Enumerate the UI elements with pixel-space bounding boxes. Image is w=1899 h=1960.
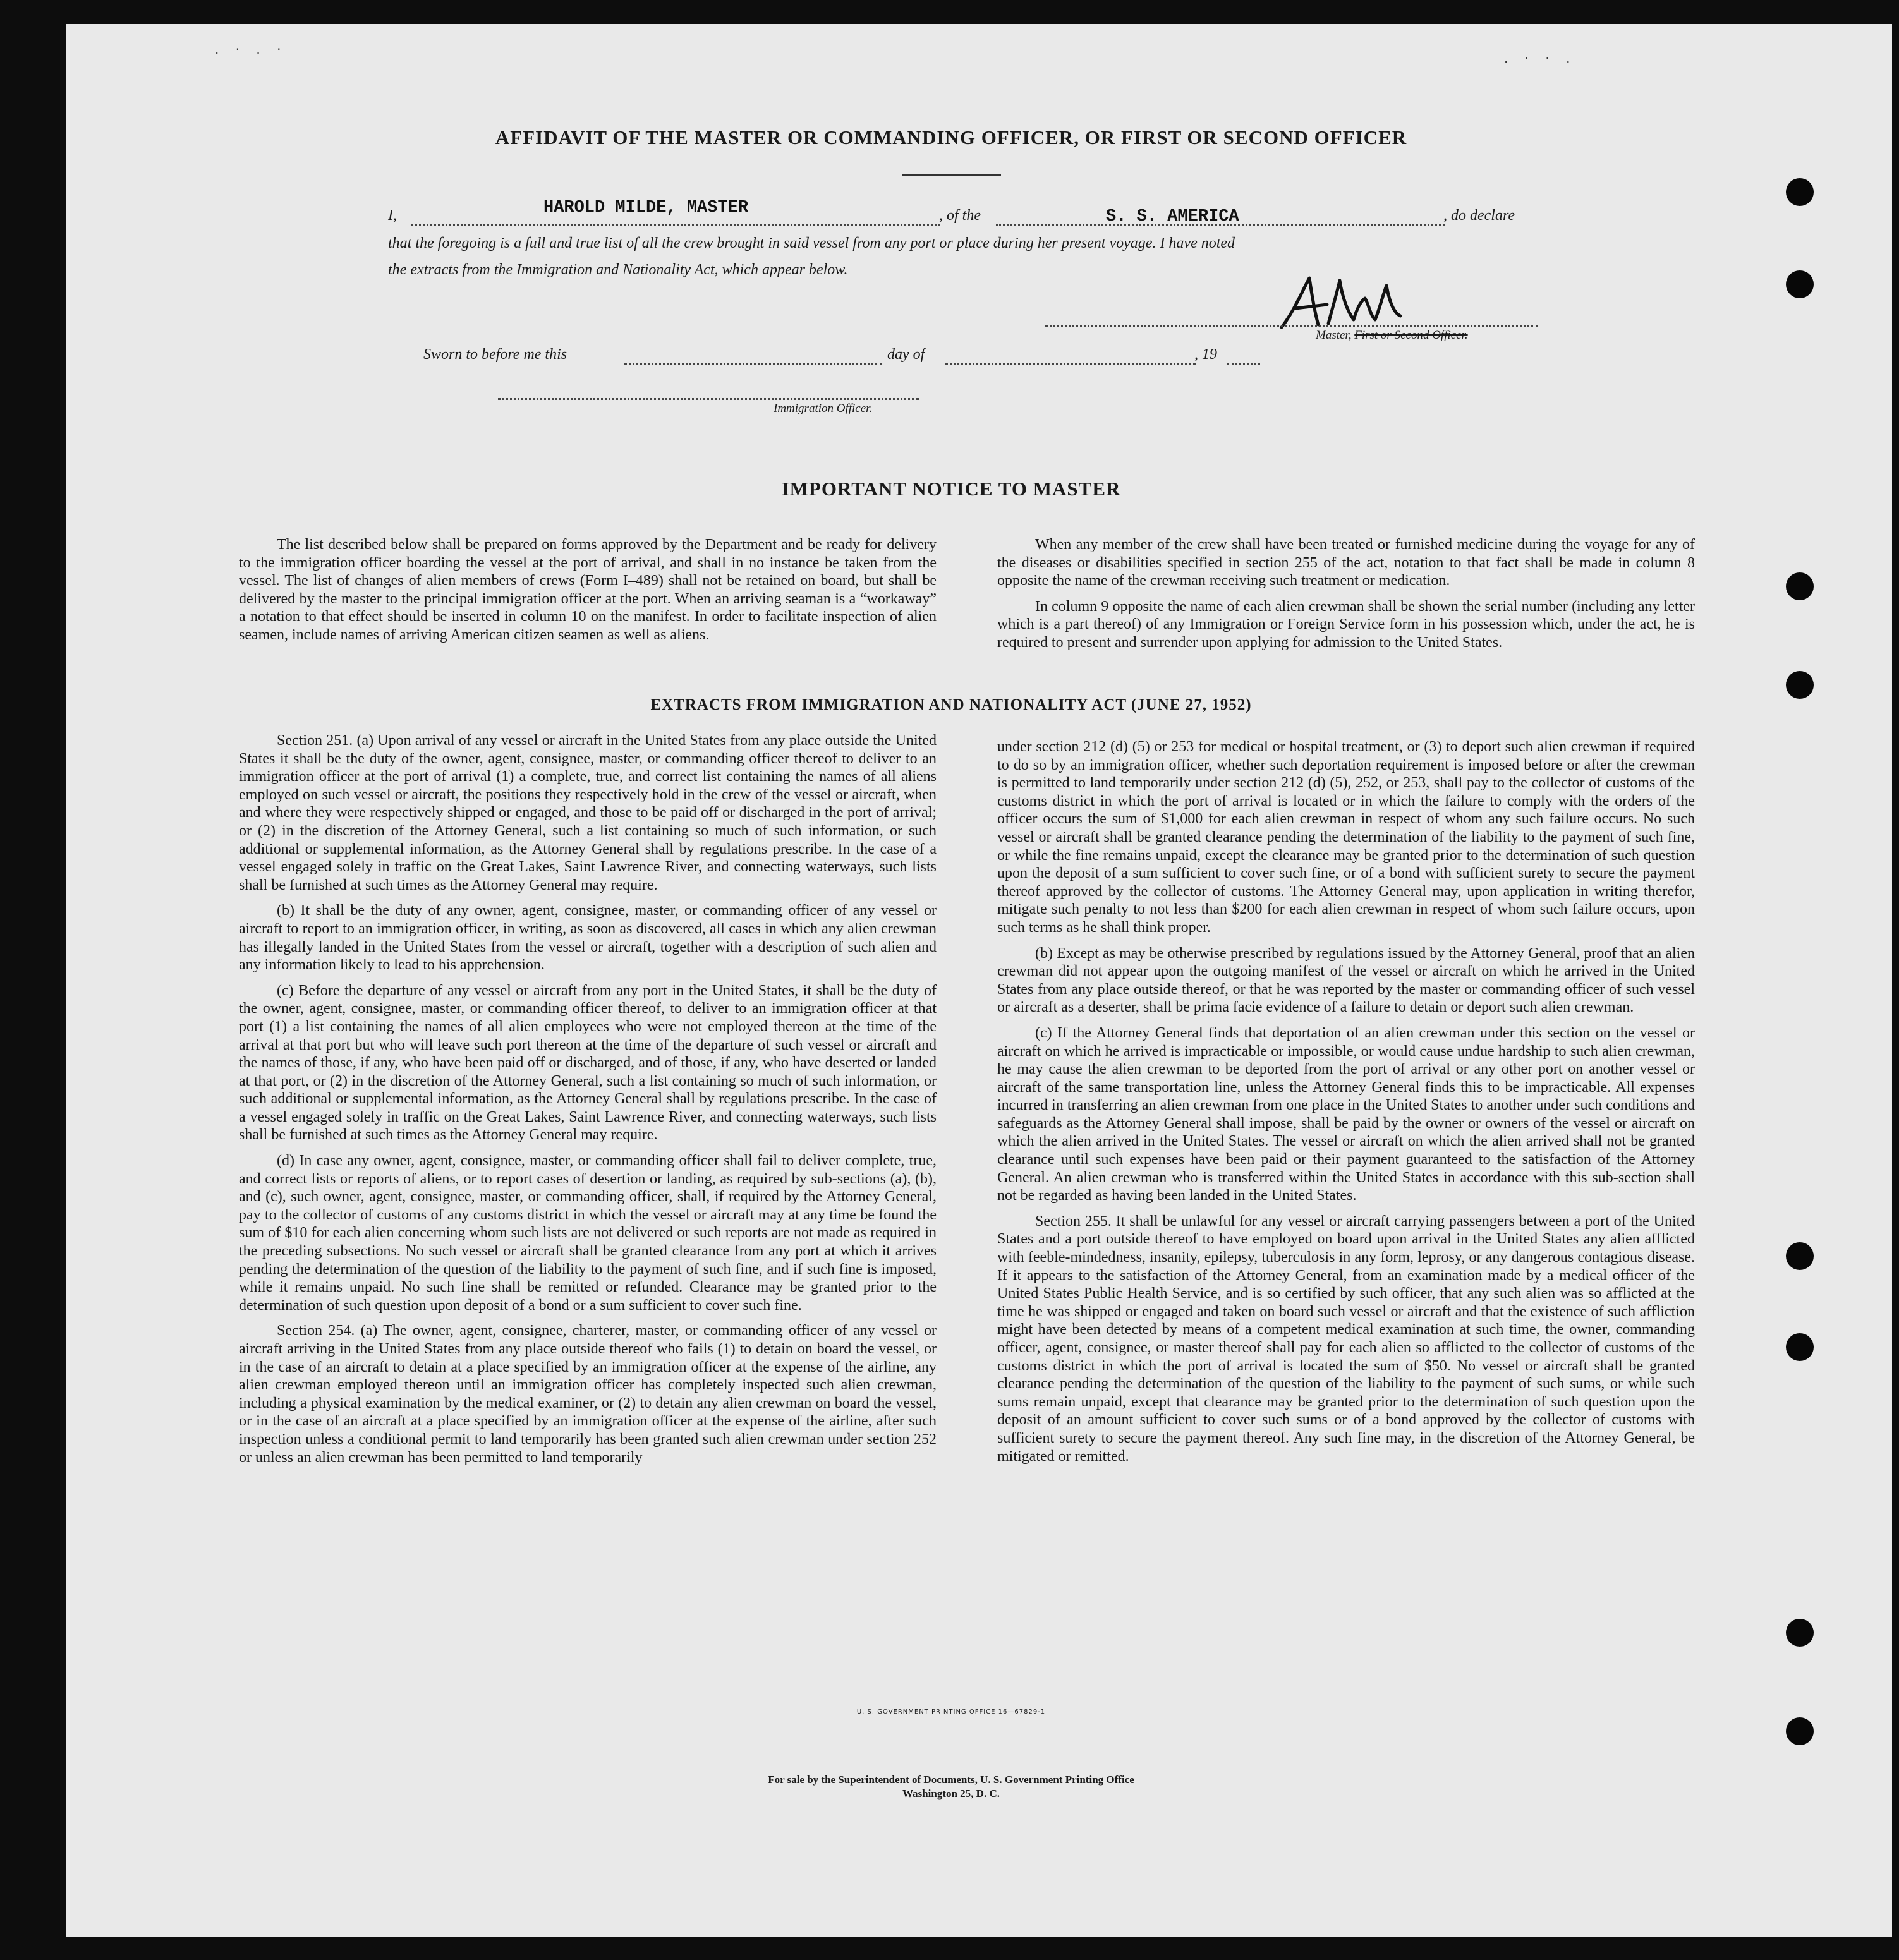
notice-paragraph: The list described below shall be prepared on forms approved by the Department and be ready for delivery to the immigration officer boarding the vessel at the port of arrival, and shall in no instance be taken from the vessel. The list of changes of alien members of crews (Form I–489) shall not be retained on board, but shall be delivered by the master to the principal immigration officer at the port. When an arriving seaman is a “workaway” a notation to that effect should be inserted in column 10 on the manifest. In order to facilitate inspection of alien seamen, include names of arriving American citizen seamen as well as aliens. bbox=[239, 536, 937, 643]
extract-paragraph: under section 212 (d) (5) or 253 for medical or hospital treatment, or (3) to deport such alien crewman if required to do so by an immigration officer, whether such deportation requirement is imposed before or after the crewman is permitted to land temporarily under section 212 (d) (5), 252, or 253, shall pay to the collector of customs of the customs district in which the port of arrival is located or in which the failure to comply with the orders of the officer occurs the sum of $1,000 for each alien crewman in respect of whom any such failure occurs. No such vessel or aircraft shall be granted clearance pending the determination of the liability to the payment of such fine, or while the fine remains unpaid, except the clearance may be granted prior to the determination of such question upon the deposit of a sum sufficient to cover such fine, or of a bond with sufficient surety to secure the payment thereof approved by the collector of customs. The Attorney General may, upon application in writing therefor, mitigate such penalty to not less than $200 for each alien crewman in respect of whom such failure occurs, upon such terms as he shall think proper. bbox=[997, 739, 1695, 936]
extract-paragraph: Section 255. It shall be unlawful for any vessel or aircraft carrying passengers between a port of the United States and a port outside thereof to have employed on board upon arrival in the United States any alien afflicted with feeble-mindedness, insanity, epilepsy, tuberculosis in any form, leprosy, or any dangerous contagious disease. If it appears to the satisfaction of the Attorney General, from an examination made by a medical officer of the United States Public Health Service, and is so certified by such officer, that any such alien was so afflicted at the time he was shipped or engaged and taken on board such vessel or aircraft and that the existence of such affliction might have been detected by means of a competent medical examination at such time, the owner, commanding officer, agent, consignee, or master thereof shall pay for each alien so afflicted to the collector of customs of the customs district in which the port of arrival is located the sum of $50. No vessel or aircraft shall be granted clearance pending the determination of the question of the liability to the payment of such sums, or while such sums remain unpaid, except that clearance may be granted prior to the determination of such question upon the deposit of an amount sufficient to cover such sums or of a bond approved by the collector of customs with sufficient surety to secure the payment thereof. Any such fine may, in the discretion of the Attorney General, be mitigated or remitted. bbox=[997, 1213, 1695, 1465]
extract-paragraph: Section 254. (a) The owner, agent, consignee, charterer, master, or commanding officer of any vessel or aircraft arriving in the United States from any place outside thereof who fails (1) to detain on board the vessel, or in the case of an aircraft to detain at a place specified by an immigration officer at the expense of the airline, any alien crewman employed thereon until an immigration officer has completely inspected such alien crewman, including a physical examination by the medical examiner, or (2) to detain any alien crewman on board the vessel, or in the case of an aircraft at a place specified by an immigration officer at the expense of the airline, after such inspection unless a conditional permit to land temporarily has been granted such alien crewman under section 252 or unless an alien crewman has been permitted to land temporarily bbox=[239, 1322, 937, 1466]
do-declare-label: , do declare bbox=[1443, 207, 1515, 224]
extract-paragraph: (b) Except as may be otherwise prescribed by regulations issued by the Attorney General, proof that an alien crewman did not appear upon the outgoing manifest of the vessel or aircraft on which he arrived in the United States from any place outside thereof, or that he was reported by the master or commanding officer of such vessel or aircraft as a deserter, shall be prima facie evidence of a failure to detain or deport such alien crewman. bbox=[997, 945, 1695, 1016]
notice-left-column bbox=[239, 536, 937, 652]
printing-office-line: U. S. GOVERNMENT PRINTING OFFICE 16—67829-1 bbox=[856, 1709, 1046, 1715]
punch-hole bbox=[1786, 1619, 1814, 1647]
day-of-label: day of bbox=[887, 346, 925, 363]
vessel-name: S. S. AMERICA bbox=[1106, 207, 1239, 226]
extract-paragraph: (c) Before the departure of any vessel or aircraft from any port in the United States, it shall be the duty of the owner, agent, consignee, master, or commanding officer thereof, to deliver to an immigration officer at that port (1) a list containing the names of all alien employees who were not employed thereon at the time of the arrival at that port but who will leave such port thereon at the time of the departure of such vessel or aircraft and the names of those, if any, who have been paid off or discharged, and of those, if any, who have deserted or landed at that port, or (2) in the discretion of the Attorney General, such a list containing so much of such information, or such additional or supplemental information, as the Attorney General shall by regulations prescribe. In the case of a vessel engaged solely in traffic on the Great Lakes, Saint Lawrence River, and connecting waterways, such lists shall be furnished at such times as the Attorney General may require. bbox=[239, 982, 937, 1144]
title-rule bbox=[902, 174, 1001, 176]
punch-hole bbox=[1786, 178, 1814, 206]
name-line bbox=[411, 224, 940, 226]
immigration-officer-caption: Immigration Officer. bbox=[774, 402, 873, 415]
sworn-year-line bbox=[1227, 363, 1260, 365]
signature-line bbox=[1045, 325, 1538, 327]
sworn-day-line bbox=[624, 363, 882, 365]
year-label: , 19 bbox=[1194, 346, 1217, 363]
punch-hole bbox=[1786, 671, 1814, 699]
signature-caption-master: Master, bbox=[1316, 329, 1352, 342]
margin-specks-right: . · · . bbox=[1504, 51, 1577, 66]
extracts-left-column bbox=[239, 732, 937, 1474]
margin-specks-left: . · . · bbox=[215, 42, 288, 57]
sale-notice-line: Washington 25, D. C. bbox=[902, 1788, 1000, 1800]
notice-title: IMPORTANT NOTICE TO MASTER bbox=[781, 478, 1121, 500]
declaration-statement: that the foregoing is a full and true list of all the crew brought in said vessel from any port or place during her present voyage. I have noted bbox=[388, 235, 1235, 251]
extract-paragraph: (c) If the Attorney General finds that deportation of an alien crewman under this section on the vessel or aircraft on which he arrived is impracticable or impossible, or would cause undue hardship to such alien crewman, he may cause the alien crewman to be deported from the port of arrival or any other port on another vessel or aircraft of the same transportation line, unless the Attorney General finds this to be impracticable. All expenses incurred in transferring an alien crewman from one place in the United States to another under such conditions and safeguards as the Attorney General shall impose, shall be paid by the owner or owners of the vessel or aircraft on which the alien arrived in the United States. The vessel or aircraft on which the alien arrived shall not be granted clearance until such expenses have been paid or their payment guaranteed to the satisfaction of the Attorney General. An alien crewman who is transferred within the United States in accordance with this sub-section shall not be regarded as having been landed in the United States. bbox=[997, 1024, 1695, 1204]
notice-right-column bbox=[997, 536, 1695, 660]
signature-caption-struck: First or Second Officer. bbox=[1354, 329, 1468, 342]
declaration-statement-cont: the extracts from the Immigration and Nationality Act, which appear below. bbox=[388, 262, 848, 278]
officer-signature-line bbox=[498, 398, 919, 400]
extracts-title: EXTRACTS FROM IMMIGRATION AND NATIONALITY ACT (JUNE 27, 1952) bbox=[650, 696, 1252, 713]
notice-paragraph: In column 9 opposite the name of each alien crewman shall be shown the serial number (including any letter which is a part thereof) of any Immigration or Foreign Service form in his possession which, under the act, he is required to present and surrender upon applying for admission to the United States. bbox=[997, 598, 1695, 651]
extract-paragraph: (d) In case any owner, agent, consignee, master, or commanding officer shall fail to deliver complete, true, and correct lists or reports of aliens, or to report cases of desertion or landing, as required by sub-sections (a), (b), and (c), such owner, agent, consignee, master, or commanding officer, shall, if required by the Attorney General, pay to the collector of customs of any customs district in which the vessel or aircraft may at any time be found the sum of $10 for each alien concerning whom such lists are not delivered or such reports are not made as required in the preceding subsections. No such vessel or aircraft shall be granted clearance from any port at which it arrives pending the determination of the question of the liability to the payment of such fine, and if such fine is imposed, while it remains unpaid. No such fine shall be remitted or refunded. Clearance may be granted prior to the determination of such question upon deposit of a bond or a sum sufficient to cover such fine. bbox=[239, 1152, 937, 1314]
extract-paragraph: (b) It shall be the duty of any owner, agent, consignee, master, or commanding officer of any vessel or aircraft to report to an immigration officer, in writing, as soon as discovered, all cases in which any alien crewman has illegally landed in the United States from the vessel or aircraft, together with a description of such alien and any information likely to lead to his apprehension. bbox=[239, 902, 937, 974]
declaration-pronoun: I, bbox=[388, 207, 397, 224]
signature-caption bbox=[1316, 329, 1468, 342]
punch-hole bbox=[1786, 270, 1814, 298]
punch-hole bbox=[1786, 1242, 1814, 1270]
sworn-month-line bbox=[945, 363, 1196, 365]
of-the-label: , of the bbox=[939, 207, 981, 224]
extracts-right-column bbox=[997, 738, 1695, 1473]
punch-hole bbox=[1786, 572, 1814, 600]
punch-hole bbox=[1786, 1717, 1814, 1745]
sale-notice bbox=[190, 1773, 1713, 1801]
extract-paragraph: Section 251. (a) Upon arrival of any vessel or aircraft in the United States from any place outside the United States it shall be the duty of the owner, agent, consignee, master, or commanding officer thereof to deliver to an immigration officer at the port of arrival (1) a complete, true, and correct list containing the names of all aliens employed on such vessel or aircraft, the positions they respectively hold in the crew of the vessel or aircraft, when and where they were respectively shipped or engaged, and those to be paid off or discharged in the port of arrival; or (2) in the discretion of the Attorney General, such a list containing so much of such information, or such additional or supplemental information, as the Attorney General shall by regulations prescribe. In the case of a vessel engaged solely in traffic on the Great Lakes, Saint Lawrence River, and connecting waterways, such lists shall be furnished at such times as the Attorney General may require. bbox=[239, 732, 937, 893]
master-name: HAROLD MILDE, MASTER bbox=[543, 198, 749, 217]
notice-paragraph: When any member of the crew shall have been treated or furnished medicine during the voyage for any of the diseases or disabilities specified in section 255 of the act, notation to that fact shall be made in column 8 opposite the name of the crewman receiving such treatment or medication. bbox=[997, 536, 1695, 590]
sale-notice-line: For sale by the Superintendent of Documents, U. S. Government Printing Office bbox=[768, 1774, 1134, 1786]
punch-hole bbox=[1786, 1333, 1814, 1361]
sworn-label: Sworn to before me this bbox=[423, 346, 567, 363]
affidavit-title: AFFIDAVIT OF THE MASTER OR COMMANDING OFFICER, OR FIRST OR SECOND OFFICER bbox=[495, 126, 1407, 148]
